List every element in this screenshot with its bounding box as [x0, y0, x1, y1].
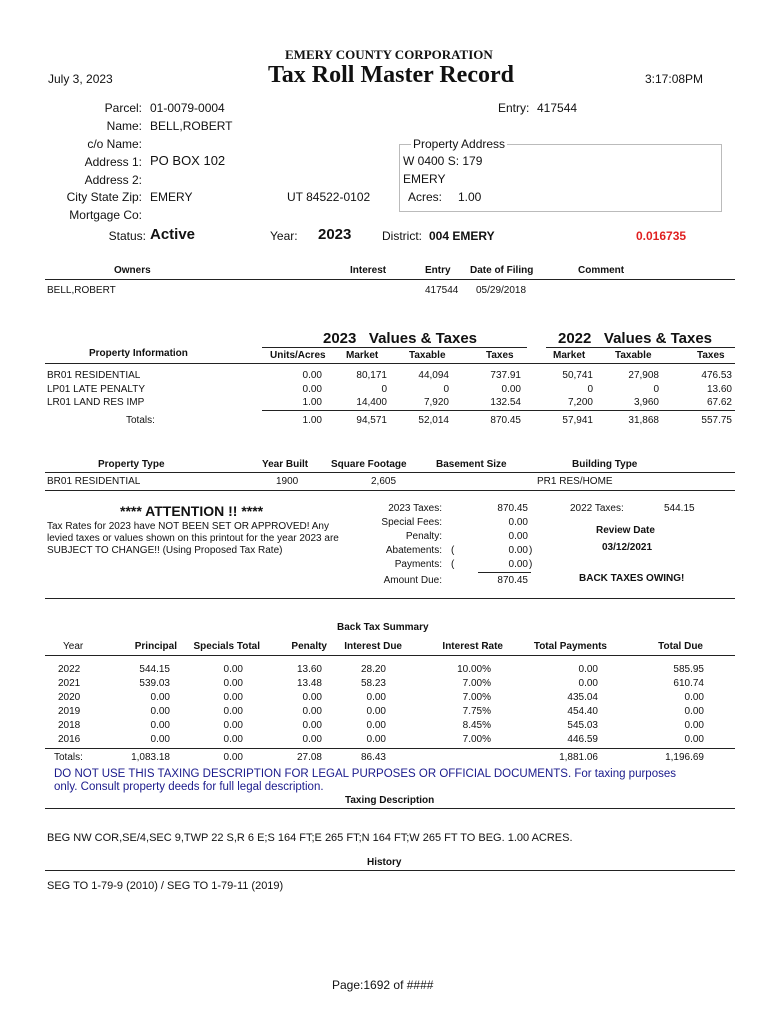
payments-value: 0.00 [508, 559, 528, 570]
close-paren: ) [529, 545, 533, 556]
entry-number: 417544 [537, 101, 578, 115]
taxable-header: Taxable [409, 350, 446, 361]
heading-2023 [323, 330, 477, 347]
company-name: EMERY COUNTY CORPORATION [285, 47, 493, 62]
state-zip: UT 84522-0102 [287, 190, 371, 204]
square-footage-header: Square Footage [331, 459, 407, 470]
taxable-total: 52,014 [418, 415, 449, 426]
rate-cell: 10.00% [457, 664, 491, 675]
year-cell: 2019 [58, 706, 81, 717]
rate-cell: 7.00% [462, 734, 491, 745]
report-date: July 3, 2023 [48, 72, 113, 86]
taxing-description-title: Taxing Description [345, 795, 435, 806]
interest-rate-header: Interest Rate [442, 641, 503, 652]
year-cell: 2018 [58, 720, 81, 731]
payments-cell: 0.00 [578, 664, 598, 675]
penalty-header: Penalty [291, 641, 327, 652]
date-of-filing-header: Date of Filing [470, 265, 534, 276]
penalty-value: 0.00 [508, 531, 528, 542]
interest-due-cell: 0.00 [366, 706, 386, 717]
comment-header: Comment [578, 265, 625, 276]
page-title: Tax Roll Master Record [268, 62, 514, 88]
parcel-number: 01-0079-0004 [150, 101, 225, 115]
year-header: Year [63, 641, 84, 652]
market22-total: 57,941 [562, 415, 593, 426]
owner-cell: BELL,ROBERT [47, 285, 116, 296]
penalty-cell: 0.00 [302, 706, 322, 717]
due-cell: 0.00 [684, 706, 704, 717]
market22-cell: 7,200 [567, 397, 593, 408]
due-cell: 0.00 [684, 692, 704, 703]
penalty-cell: 0.00 [302, 720, 322, 731]
open-paren: ( [451, 545, 455, 556]
specials-cell: 0.00 [223, 706, 243, 717]
interest-header: Interest [350, 265, 387, 276]
info-cell: BR01 RESIDENTIAL [47, 370, 141, 381]
district-value: 004 EMERY [429, 229, 495, 243]
back-tax-title: Back Tax Summary [337, 622, 429, 633]
back-tax-totals-label: Totals: [54, 752, 83, 763]
parcel-label: Parcel: [104, 101, 142, 115]
payments-cell: 446.59 [567, 734, 598, 745]
entry-header: Entry [425, 265, 451, 276]
principal-cell: 539.03 [139, 678, 170, 689]
history-title: History [367, 857, 402, 868]
owner-name: BELL,ROBERT [150, 119, 233, 133]
building-type-cell: PR1 RES/HOME [537, 476, 613, 487]
acres-value: 1.00 [458, 190, 482, 204]
report-time: 3:17:08PM [645, 72, 704, 86]
review-date-label: Review Date [596, 525, 655, 536]
due-cell: 585.95 [673, 664, 704, 675]
penalty-cell: 0.00 [302, 692, 322, 703]
taxes22-cell: 13.60 [706, 384, 732, 395]
taxes22-cell: 67.62 [706, 397, 732, 408]
specials-header: Specials Total [193, 641, 260, 652]
taxes-total: 870.45 [490, 415, 521, 426]
year-built-cell: 1900 [276, 476, 299, 487]
history-text: SEG TO 1-79-9 (2010) / SEG TO 1-79-11 (2019) [47, 880, 284, 892]
market22-header: Market [553, 350, 586, 361]
property-address-legend: Property Address [413, 137, 506, 151]
interest-due-cell: 28.20 [360, 664, 386, 675]
rate-cell: 7.00% [462, 678, 491, 689]
due-cell: 610.74 [673, 678, 704, 689]
owners-header: Owners [114, 265, 151, 276]
penalty-total: 27.08 [296, 752, 322, 763]
heading-2022 [558, 330, 712, 347]
tax-rate: 0.016735 [636, 229, 687, 243]
basement-size-header: Basement Size [436, 459, 507, 470]
co-name-label: c/o Name: [87, 137, 142, 151]
heading-2022-text: Values & Taxes [603, 330, 713, 347]
year-built-header: Year Built [262, 459, 309, 470]
interest-due-cell: 0.00 [366, 720, 386, 731]
penalty-cell: 13.60 [296, 664, 322, 675]
principal-cell: 0.00 [150, 692, 170, 703]
specials-cell: 0.00 [223, 734, 243, 745]
disclaimer-line2: only. Consult property deeds for full legal description. [54, 781, 324, 793]
units-cell: 1.00 [302, 397, 322, 408]
penalty-cell: 0.00 [302, 734, 322, 745]
rate-cell: 7.00% [462, 692, 491, 703]
specials-cell: 0.00 [223, 692, 243, 703]
specials-cell: 0.00 [223, 664, 243, 675]
taxes22-total: 557.75 [701, 415, 732, 426]
market22-cell: 50,741 [562, 370, 593, 381]
payments-total: 1,881.06 [559, 752, 598, 763]
taxes-cell: 0.00 [501, 384, 521, 395]
square-footage-cell: 2,605 [371, 476, 397, 487]
due-total: 1,196.69 [665, 752, 704, 763]
taxes-header: Taxes [486, 350, 514, 361]
taxes-2023-value: 870.45 [497, 503, 528, 514]
principal-cell: 0.00 [150, 720, 170, 731]
taxable22-cell: 3,960 [633, 397, 659, 408]
attention-line3: SUBJECT TO CHANGE!! (Using Proposed Tax Rate) [47, 545, 283, 556]
taxable22-cell: 0 [653, 384, 659, 395]
address1: PO BOX 102 [150, 153, 226, 168]
interest-due-cell: 0.00 [366, 692, 386, 703]
name-label: Name: [106, 119, 142, 133]
abatements-value: 0.00 [508, 545, 528, 556]
special-fees-value: 0.00 [508, 517, 528, 528]
rate-cell: 8.45% [462, 720, 491, 731]
owner-date-cell: 05/29/2018 [476, 285, 527, 296]
info-cell: LP01 LATE PENALTY [47, 384, 146, 395]
heading-2022-year: 2022 [558, 330, 592, 347]
building-type-header: Building Type [572, 459, 638, 470]
city-state-zip-label: City State Zip: [66, 190, 142, 204]
taxes-2022-value: 544.15 [664, 503, 695, 514]
page-number: Page:1692 of #### [332, 978, 434, 992]
totals-label: Totals: [126, 415, 155, 426]
specials-total: 0.00 [223, 752, 243, 763]
payments-cell: 435.04 [567, 692, 598, 703]
units-total: 1.00 [302, 415, 322, 426]
city: EMERY [150, 190, 193, 204]
status-label: Status: [108, 229, 146, 243]
interest-due-cell: 0.00 [366, 734, 386, 745]
principal-cell: 0.00 [150, 734, 170, 745]
total-due-header: Total Due [658, 641, 703, 652]
taxes22-cell: 476.53 [701, 370, 732, 381]
principal-header: Principal [134, 641, 177, 652]
heading-2023-text: Values & Taxes [368, 330, 478, 347]
year-label: Year: [270, 229, 298, 243]
market-cell: 14,400 [356, 397, 387, 408]
taxes-cell: 132.54 [490, 397, 521, 408]
amount-due-value: 870.45 [497, 575, 528, 586]
heading-2023-year: 2023 [323, 330, 357, 347]
property-address-line2: EMERY [403, 172, 446, 186]
disclaimer-line1: DO NOT USE THIS TAXING DESCRIPTION FOR LEGAL PURPOSES OR OFFICIAL DOCUMENTS. For taxing purposes [54, 768, 676, 780]
market-total: 94,571 [356, 415, 387, 426]
year-cell: 2016 [58, 734, 81, 745]
taxes22-header: Taxes [697, 350, 725, 361]
specials-cell: 0.00 [223, 720, 243, 731]
payments-label: Payments: [394, 559, 442, 570]
attention-title: **** ATTENTION !! **** [120, 503, 264, 519]
attention-line1: Tax Rates for 2023 have NOT BEEN SET OR APPROVED! Any [47, 521, 329, 532]
district-label: District: [382, 229, 422, 243]
year-cell: 2022 [58, 664, 81, 675]
address1-label: Address 1: [84, 155, 142, 169]
units-header: Units/Acres [270, 350, 326, 361]
penalty-cell: 13.48 [296, 678, 322, 689]
payments-cell: 454.40 [567, 706, 598, 717]
year-cell: 2021 [58, 678, 81, 689]
principal-total: 1,083.18 [131, 752, 170, 763]
market-header: Market [346, 350, 379, 361]
acres-label: Acres: [408, 190, 443, 204]
abatements-label: Abatements: [385, 545, 442, 556]
year-value: 2023 [318, 226, 352, 243]
taxes-2022-label: 2022 Taxes: [570, 503, 624, 514]
year-cell: 2020 [58, 692, 81, 703]
entry-label: Entry: [498, 101, 530, 115]
review-date-value: 03/12/2021 [602, 542, 653, 553]
payments-cell: 545.03 [567, 720, 598, 731]
mortgage-label: Mortgage Co: [69, 208, 142, 222]
taxable22-total: 31,868 [628, 415, 659, 426]
taxable-cell: 0 [443, 384, 449, 395]
taxable-cell: 44,094 [418, 370, 449, 381]
amount-due-label: Amount Due: [383, 575, 442, 586]
owner-entry-cell: 417544 [425, 285, 459, 296]
close-paren: ) [529, 559, 533, 570]
property-type-header: Property Type [98, 459, 165, 470]
market-cell: 80,171 [356, 370, 387, 381]
due-cell: 0.00 [684, 734, 704, 745]
market22-cell: 0 [587, 384, 593, 395]
attention-line2: levied taxes or values shown on this printout for the year 2023 are [47, 533, 339, 544]
info-cell: LR01 LAND RES IMP [47, 397, 145, 408]
rate-cell: 7.75% [462, 706, 491, 717]
payments-cell: 0.00 [578, 678, 598, 689]
interest-due-cell: 58.23 [360, 678, 386, 689]
interest-due-header: Interest Due [344, 641, 402, 652]
penalty-label: Penalty: [405, 531, 442, 542]
total-payments-header: Total Payments [533, 641, 607, 652]
taxing-description-text: BEG NW COR,SE/4,SEC 9,TWP 22 S,R 6 E;S 164 FT;E 265 FT;N 164 FT;W 265 FT TO BEG. 1.00 ACRES. [47, 832, 573, 844]
due-cell: 0.00 [684, 720, 704, 731]
taxes-cell: 737.91 [490, 370, 521, 381]
back-taxes-owing: BACK TAXES OWING! [579, 573, 685, 584]
principal-cell: 0.00 [150, 706, 170, 717]
property-info-header: Property Information [89, 348, 188, 359]
taxable22-header: Taxable [615, 350, 652, 361]
taxes-2023-label: 2023 Taxes: [388, 503, 442, 514]
principal-cell: 544.15 [139, 664, 170, 675]
address2-label: Address 2: [84, 173, 142, 187]
units-cell: 0.00 [302, 384, 322, 395]
open-paren: ( [451, 559, 455, 570]
specials-cell: 0.00 [223, 678, 243, 689]
property-type-cell: BR01 RESIDENTIAL [47, 476, 141, 487]
units-cell: 0.00 [302, 370, 322, 381]
taxable22-cell: 27,908 [628, 370, 659, 381]
interest-due-total: 86.43 [360, 752, 386, 763]
property-address-line1: W 0400 S: 179 [403, 154, 483, 168]
status-value: Active [150, 226, 196, 243]
taxable-cell: 7,920 [423, 397, 449, 408]
special-fees-label: Special Fees: [381, 517, 442, 528]
market-cell: 0 [381, 384, 387, 395]
